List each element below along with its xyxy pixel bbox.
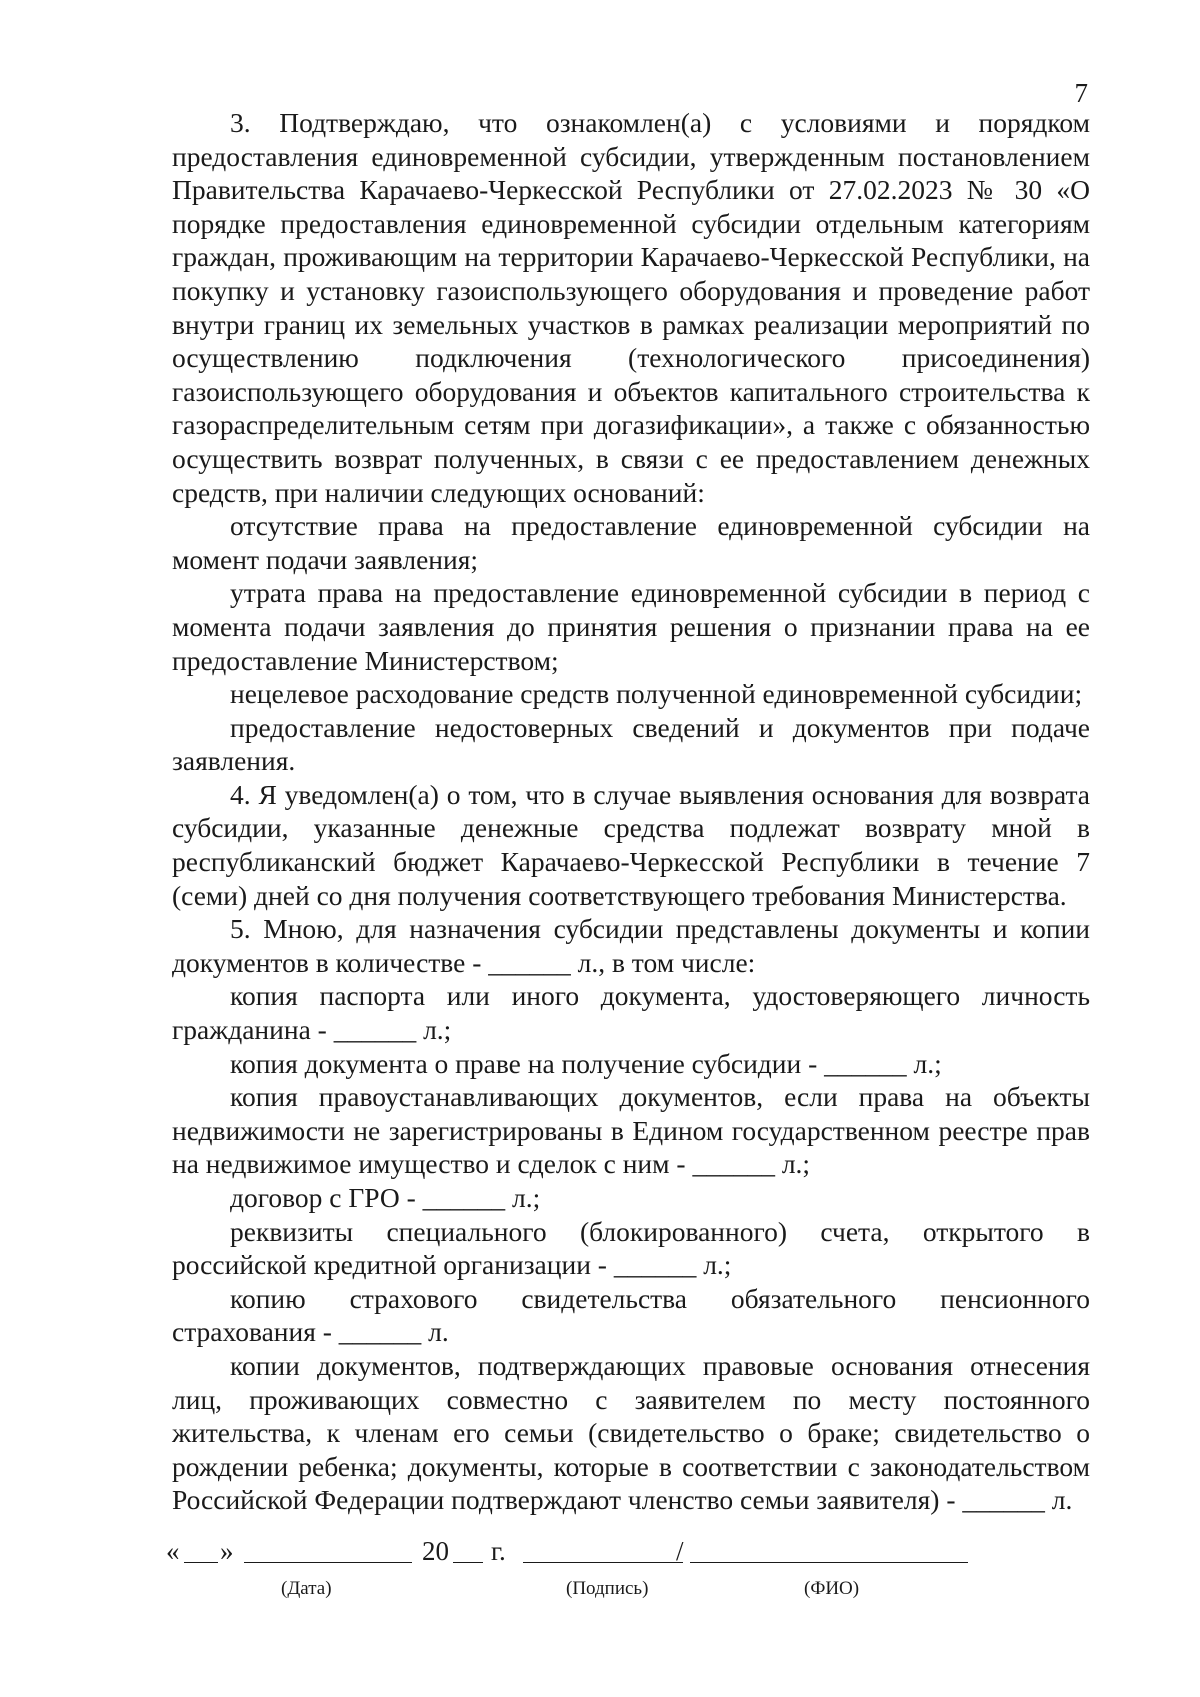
full-name-field[interactable]: [690, 1536, 968, 1563]
paragraph-documents-total: 5. Мною, для назначения субсидии представлены документы и копии документов в количестве - ______ л., в том числе:: [172, 913, 1090, 978]
document-body: [172, 106, 1090, 1517]
name-caption: (ФИО): [804, 1578, 860, 1599]
year-field[interactable]: [453, 1536, 483, 1563]
paragraph-ground-false-info: предоставление недостоверных сведений и документов при подаче заявления.: [172, 711, 1090, 777]
year-suffix: г.: [491, 1536, 506, 1566]
signature-field[interactable]: [523, 1536, 683, 1563]
paragraph-family-documents: копии документов, подтверждающих правовые основания отнесения лиц, проживающих совместно с заявителем по месту постоянного жительства, к членам его семьи (свидетельство о браке; свидетельство о рождении ребенка; документы, которые в соответствии с законодательством Российской Федерации подтверждают членство семьи заявителя) - ______ л.: [172, 1349, 1090, 1516]
page-number: 7: [1074, 78, 1088, 108]
month-field[interactable]: [244, 1536, 412, 1563]
paragraph-ground-misuse: нецелевое расходование средств полученной единовременной субсидии;: [230, 678, 1083, 710]
year-prefix: 20: [422, 1536, 449, 1566]
paragraph-right-document-copy: копия документа о праве на получение субсидии - ______ л.;: [230, 1047, 942, 1079]
paragraph-confirmation: 3. Подтверждаю, что ознакомлен(а) с условиями и порядком предоставления единовременной субсидии, утвержденным постановлением Правительства Карачаево-Черкесской Республики от 27.02.2023 № 30 «О порядке предоставления единовременной субсидии отдельным категориям граждан, проживающим на территории Карачаево-Черкесской Республики, на покупку и установку газоиспользующего оборудования и проведение работ внутри границ их земельных участков в рамках реализации мероприятий по осуществлению подключения (технологического присоединения) газоиспользующего оборудования и объектов капитального строительства к газораспределительным сетям при догазификации», а также с обязанностью осуществить возврат полученных, в связи с ее предоставлением денежных средств, при наличии следующих оснований:: [172, 107, 1090, 508]
paragraph-notification: 4. Я уведомлен(а) о том, что в случае выявления основания для возврата субсидии, указанные денежные средства подлежат возврату мной в республиканский бюджет Карачаево-Черкесской Республики в течение 7 (семи) дней со дня получения соответствующего требования Министерства.: [172, 778, 1090, 911]
date-caption: (Дата): [281, 1578, 332, 1599]
paragraph-title-documents-copy: копия правоустанавливающих документов, если права на объекты недвижимости не зарегистрированы в Едином государственном реестре прав на недвижимое имущество и сделок с ним - ______ л.;: [172, 1081, 1090, 1180]
signature-caption: (Подпись): [566, 1578, 649, 1599]
date-quote-close: »: [220, 1536, 234, 1566]
day-field[interactable]: [184, 1536, 218, 1563]
paragraph-gro-contract: договор с ГРО - ______ л.;: [230, 1182, 541, 1213]
date-quote-open: «: [166, 1536, 180, 1566]
paragraph-bank-account-details: реквизиты специального (блокированного) счета, открытого в российской кредитной организации - ______ л.;: [172, 1215, 1090, 1281]
signature-slash: /: [676, 1536, 684, 1566]
paragraph-ground-loss-of-right: утрата права на предоставление единовременной субсидии в период с момента подачи заявления до принятия решения о признании права на ее предоставление Министерством;: [172, 577, 1090, 676]
paragraph-ground-no-right: отсутствие права на предоставление единовременной субсидии на момент подачи заявления;: [172, 510, 1090, 575]
paragraph-passport-copy: копия паспорта или иного документа, удостоверяющего личность гражданина - ______ л.;: [172, 980, 1090, 1046]
paragraph-pension-certificate: копию страхового свидетельства обязательного пенсионного страхования - ______ л.: [172, 1282, 1090, 1348]
